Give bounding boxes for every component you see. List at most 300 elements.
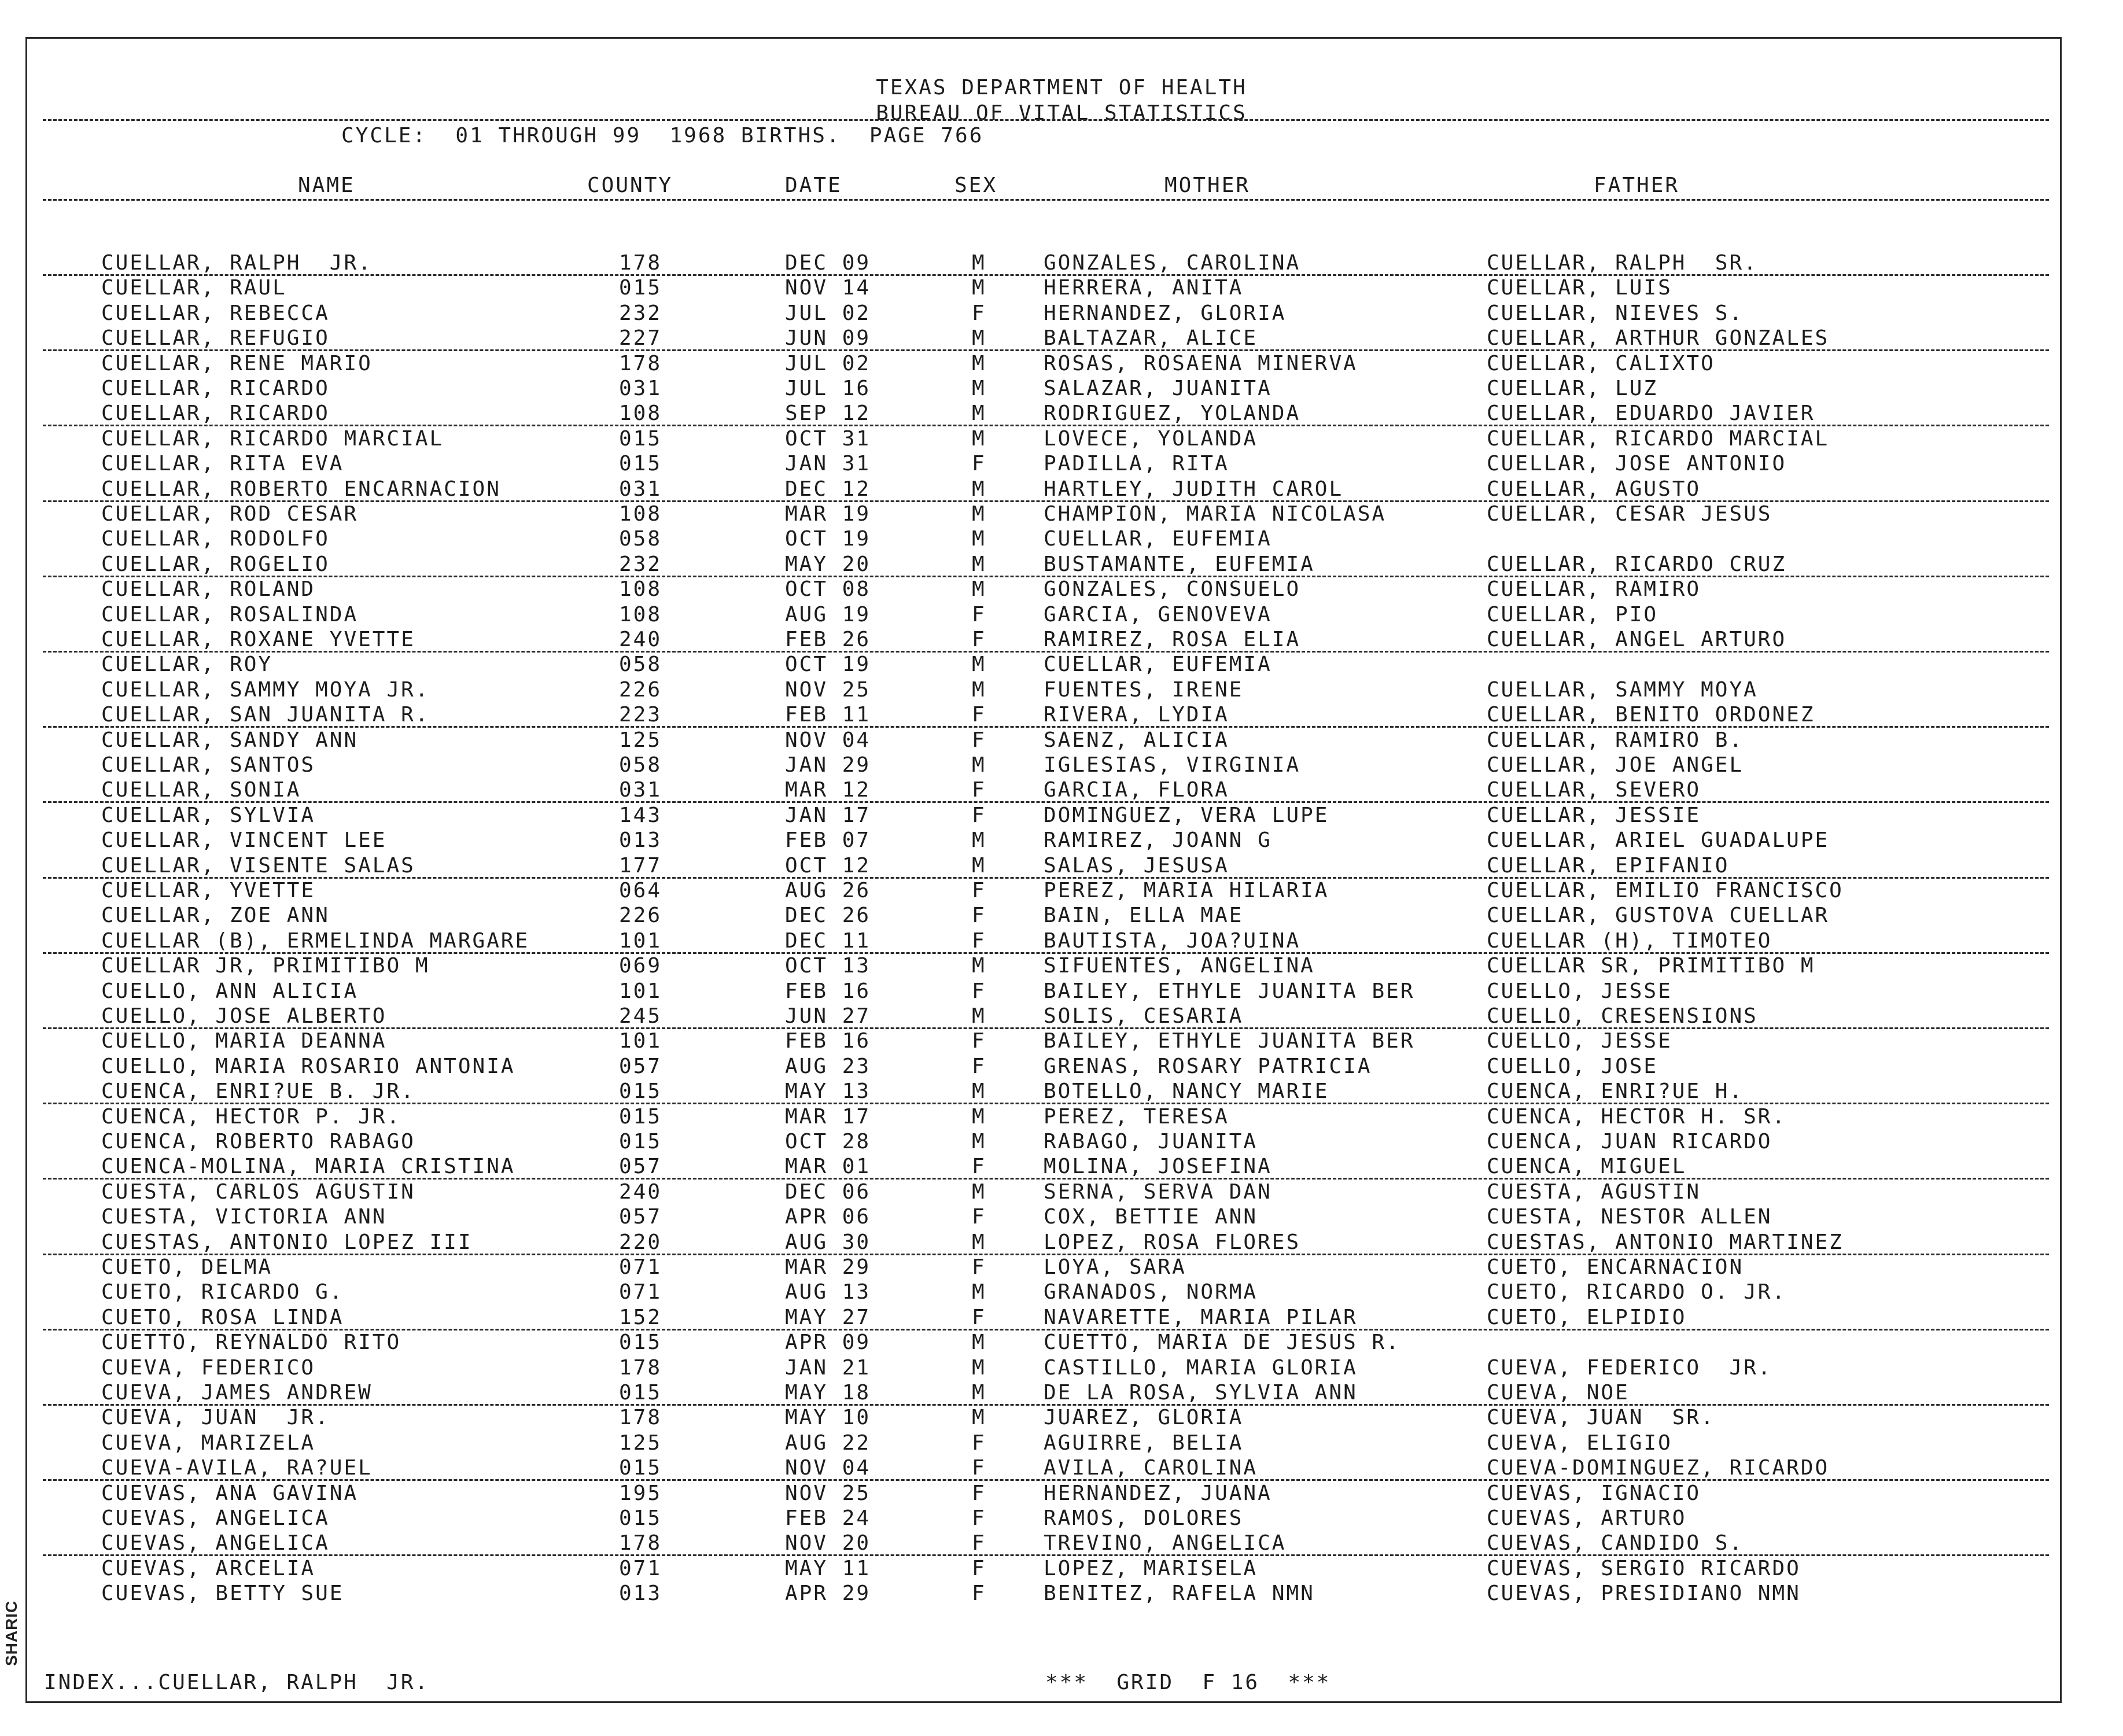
cell-sex: M (972, 527, 986, 551)
cell-father: CUELLAR, EPIFANIO (1487, 853, 1730, 878)
cell-date: DEC 26 (785, 904, 871, 928)
cell-sex: M (972, 377, 986, 400)
table-row (0, 1330, 2123, 1355)
cell-date: DEC 11 (785, 928, 871, 953)
cell-date: MAY 18 (785, 1381, 871, 1405)
cell-county: 071 (619, 1280, 662, 1304)
cell-date: MAY 20 (785, 552, 871, 576)
column-header-father: FATHER (1594, 174, 1680, 197)
cell-date: FEB 26 (785, 628, 871, 651)
cell-name: CUEVAS, ANGELICA (101, 1531, 330, 1556)
table-row (0, 1055, 2123, 1079)
cell-name: CUELLAR, SAN JUANITA R. (101, 703, 430, 727)
bureau-title: BUREAU OF VITAL STATISTICS (876, 101, 1247, 125)
cell-father: CUEVAS, CANDIDO S. (1487, 1531, 1744, 1556)
cell-mother: BAUTISTA, JOA?UINA (1044, 928, 1301, 953)
cell-mother: AGUIRRE, BELIA (1044, 1431, 1244, 1455)
cell-name: CUELLAR, ROSALINDA (101, 602, 359, 626)
cell-name: CUELLAR (B), ERMELINDA MARGARE (101, 928, 530, 953)
table-row (0, 452, 2123, 477)
cell-county: 057 (619, 1205, 662, 1229)
cell-father: CUELLAR, CESAR JESUS (1487, 502, 1772, 526)
table-row (0, 879, 2123, 904)
table-row (0, 1306, 2123, 1330)
cell-name: CUELLAR, RALPH JR. (101, 251, 373, 275)
index-line: INDEX...CUELLAR, RALPH JR. (44, 1671, 430, 1694)
column-header-rule (43, 199, 2049, 201)
cell-date: MAR 17 (785, 1104, 871, 1129)
cell-sex: F (972, 1556, 986, 1580)
cell-county: 108 (619, 602, 662, 626)
cell-date: FEB 16 (785, 979, 871, 1003)
cell-father: CUELLAR, JESSIE (1487, 803, 1701, 827)
column-header-name: NAME (298, 174, 355, 197)
cell-date: JUN 27 (785, 1004, 871, 1028)
table-row (0, 1582, 2123, 1606)
cell-name: CUELLO, ANN ALICIA (101, 979, 359, 1003)
column-header-date: DATE (785, 174, 842, 197)
cell-father: CUELLAR, LUZ (1487, 377, 1658, 400)
cell-mother: HERRERA, ANITA (1044, 276, 1244, 300)
cell-father: CUELLAR, PIO (1487, 602, 1658, 626)
table-row (0, 1381, 2123, 1406)
cell-name: CUENCA, ENRI?UE B. JR. (101, 1079, 415, 1104)
cell-county: 125 (619, 1431, 662, 1455)
cell-father: CUELLAR, AGUSTO (1487, 477, 1701, 501)
cell-father: CUELLAR, GUSTOVA CUELLAR (1487, 904, 1830, 928)
cell-sex: M (972, 954, 986, 978)
cell-date: APR 06 (785, 1205, 871, 1229)
cell-county: 015 (619, 1456, 662, 1480)
cell-sex: M (972, 326, 986, 351)
table-row (0, 1230, 2123, 1255)
cycle-line: CYCLE: 01 THROUGH 99 1968 BIRTHS. PAGE 766 (341, 124, 984, 148)
cell-mother: FUENTES, IRENE (1044, 677, 1244, 702)
cell-county: 058 (619, 527, 662, 551)
cell-date: JUL 02 (785, 301, 871, 325)
cell-date: FEB 07 (785, 828, 871, 853)
cell-father: CUEVA, NOE (1487, 1381, 1630, 1405)
cell-mother: RAMIREZ, JOANN G (1044, 828, 1272, 853)
cell-father: CUELLAR (H), TIMOTEO (1487, 928, 1772, 953)
cell-name: CUESTA, VICTORIA ANN (101, 1205, 387, 1229)
cell-mother: COX, BETTIE ANN (1044, 1205, 1258, 1229)
cell-sex: M (972, 1381, 986, 1405)
cell-mother: CUELLAR, EUFEMIA (1044, 527, 1272, 551)
cell-county: 031 (619, 778, 662, 802)
cell-date: OCT 12 (785, 853, 871, 878)
cell-county: 015 (619, 1506, 662, 1530)
cell-county: 013 (619, 1582, 662, 1606)
cell-name: CUELLAR, SANDY ANN (101, 728, 359, 752)
cell-date: NOV 25 (785, 1481, 871, 1505)
table-row (0, 377, 2123, 401)
cell-sex: M (972, 477, 986, 501)
cell-father: CUELLO, CRESENSIONS (1487, 1004, 1758, 1028)
table-row (0, 301, 2123, 326)
cell-county: 058 (619, 753, 662, 777)
cell-father: CUEVAS, ARTURO (1487, 1506, 1687, 1530)
cell-name: CUENCA-MOLINA, MARIA CRISTINA (101, 1155, 515, 1179)
cell-name: CUELLAR, REBECCA (101, 301, 330, 325)
cell-county: 015 (619, 1104, 662, 1129)
cell-county: 226 (619, 677, 662, 702)
cell-mother: SIFUENTES, ANGELINA (1044, 954, 1315, 978)
table-row (0, 326, 2123, 351)
cell-county: 101 (619, 928, 662, 953)
table-row (0, 527, 2123, 552)
cell-county: 058 (619, 653, 662, 677)
cell-sex: M (972, 1355, 986, 1380)
table-row (0, 502, 2123, 527)
cell-father: CUEVA, FEDERICO JR. (1487, 1355, 1772, 1380)
cell-sex: M (972, 828, 986, 853)
cell-father: CUENCA, JUAN RICARDO (1487, 1130, 1772, 1153)
cell-date: NOV 20 (785, 1531, 871, 1556)
table-row (0, 1356, 2123, 1381)
table-row (0, 1205, 2123, 1230)
cell-father: CUEVA-DOMINGUEZ, RICARDO (1487, 1456, 1830, 1480)
cell-name: CUEVA, MARIZELA (101, 1431, 316, 1455)
cell-father: CUELLAR, RALPH SR. (1487, 251, 1758, 275)
cell-sex: M (972, 1079, 986, 1104)
table-row (0, 804, 2123, 828)
cell-date: OCT 08 (785, 577, 871, 602)
cell-mother: RAMOS, DOLORES (1044, 1506, 1244, 1530)
cell-county: 178 (619, 1355, 662, 1380)
agency-title: TEXAS DEPARTMENT OF HEALTH (876, 76, 1247, 99)
cell-date: FEB 24 (785, 1506, 871, 1530)
table-row (0, 728, 2123, 753)
cell-date: NOV 25 (785, 677, 871, 702)
table-row (0, 678, 2123, 703)
table-row (0, 653, 2123, 677)
cell-name: CUELLAR, SYLVIA (101, 803, 316, 827)
cell-county: 101 (619, 979, 662, 1003)
cell-mother: PEREZ, MARIA HILARIA (1044, 879, 1329, 902)
cell-county: 178 (619, 1531, 662, 1556)
side-mark: SHARIC (2, 1600, 20, 1666)
table-row (0, 828, 2123, 853)
column-header-sex: SEX (954, 174, 998, 197)
cell-name: CUELLAR JR, PRIMITIBO M (101, 954, 430, 978)
cell-sex: M (972, 251, 986, 275)
cell-county: 057 (619, 1155, 662, 1179)
cell-county: 108 (619, 577, 662, 602)
cell-county: 071 (619, 1556, 662, 1580)
cell-sex: M (972, 1180, 986, 1204)
cell-date: SEP 12 (785, 401, 871, 426)
cell-county: 178 (619, 251, 662, 275)
cell-date: MAR 19 (785, 502, 871, 526)
cell-name: CUEVA, JAMES ANDREW (101, 1381, 373, 1405)
cell-county: 220 (619, 1230, 662, 1254)
table-row (0, 753, 2123, 778)
cell-name: CUENCA, ROBERTO RABAGO (101, 1130, 415, 1153)
cell-county: 232 (619, 301, 662, 325)
cell-father: CUETO, ENCARNACION (1487, 1255, 1744, 1279)
table-row (0, 929, 2123, 954)
cell-name: CUESTA, CARLOS AGUSTIN (101, 1180, 415, 1204)
table-row (0, 1431, 2123, 1456)
table-row (0, 1155, 2123, 1180)
cell-father: CUELLAR, RICARDO CRUZ (1487, 552, 1787, 576)
cell-father: CUELLO, JESSE (1487, 1029, 1672, 1053)
table-row (0, 577, 2123, 602)
table-row (0, 276, 2123, 301)
table-row (0, 1280, 2123, 1305)
cell-date: MAR 12 (785, 778, 871, 802)
table-row (0, 1531, 2123, 1556)
cell-date: MAY 13 (785, 1079, 871, 1104)
cell-date: OCT 31 (785, 426, 871, 451)
table-row (0, 904, 2123, 928)
cell-mother: LOYA, SARA (1044, 1255, 1186, 1279)
cell-date: APR 09 (785, 1330, 871, 1355)
cell-date: JAN 29 (785, 753, 871, 777)
cell-sex: F (972, 452, 986, 476)
table-row (0, 628, 2123, 653)
cell-county: 015 (619, 426, 662, 451)
cell-sex: F (972, 979, 986, 1003)
cell-father: CUEVAS, PRESIDIANO NMN (1487, 1582, 1801, 1606)
cell-sex: F (972, 602, 986, 626)
cell-sex: F (972, 1029, 986, 1053)
cell-mother: BENITEZ, RAFELA NMN (1044, 1582, 1315, 1606)
cell-name: CUELLAR, ROLAND (101, 577, 316, 602)
cell-sex: F (972, 778, 986, 802)
table-row (0, 401, 2123, 426)
cell-county: 152 (619, 1305, 662, 1329)
cell-father: CUELLAR, BENITO ORDONEZ (1487, 703, 1815, 727)
cell-county: 223 (619, 703, 662, 727)
cell-mother: RODRIGUEZ, YOLANDA (1044, 401, 1301, 426)
cell-father: CUETO, ELPIDIO (1487, 1305, 1687, 1329)
cell-mother: GRANADOS, NORMA (1044, 1280, 1258, 1304)
cell-sex: F (972, 1255, 986, 1279)
cell-county: 125 (619, 728, 662, 752)
cell-mother: BUSTAMANTE, EUFEMIA (1044, 552, 1315, 576)
cell-date: JAN 21 (785, 1355, 871, 1380)
cell-father: CUELLAR, RAMIRO B. (1487, 728, 1744, 752)
cell-name: CUELLO, JOSE ALBERTO (101, 1004, 387, 1028)
cell-county: 015 (619, 452, 662, 476)
cell-mother: GRENAS, ROSARY PATRICIA (1044, 1054, 1372, 1078)
cell-sex: M (972, 753, 986, 777)
cell-date: DEC 12 (785, 477, 871, 501)
cell-father: CUELLAR, RICARDO MARCIAL (1487, 426, 1830, 451)
cell-sex: F (972, 803, 986, 827)
cell-name: CUENCA, HECTOR P. JR. (101, 1104, 401, 1129)
cell-sex: M (972, 653, 986, 677)
cell-mother: HERNANDEZ, JUANA (1044, 1481, 1272, 1505)
cell-mother: GONZALES, CONSUELO (1044, 577, 1301, 602)
cell-name: CUELLAR, SANTOS (101, 753, 316, 777)
cell-mother: HARTLEY, JUDITH CAROL (1044, 477, 1344, 501)
cell-father: CUELLAR, SAMMY MOYA (1487, 677, 1758, 702)
cell-name: CUELLO, MARIA DEANNA (101, 1029, 387, 1053)
cell-name: CUESTAS, ANTONIO LOPEZ III (101, 1230, 473, 1254)
cell-sex: F (972, 301, 986, 325)
cell-name: CUELLAR, RENE MARIO (101, 351, 373, 375)
cell-date: AUG 19 (785, 602, 871, 626)
cell-sex: F (972, 1305, 986, 1329)
cell-mother: SERNA, SERVA DAN (1044, 1180, 1272, 1204)
cell-name: CUELLAR, VISENTE SALAS (101, 853, 415, 878)
column-header-mother: MOTHER (1164, 174, 1251, 197)
cell-name: CUETTO, REYNALDO RITO (101, 1330, 401, 1355)
cell-date: OCT 13 (785, 954, 871, 978)
cell-date: OCT 19 (785, 653, 871, 677)
cell-date: DEC 09 (785, 251, 871, 275)
cell-county: 245 (619, 1004, 662, 1028)
cell-father: CUESTAS, ANTONIO MARTINEZ (1487, 1230, 1844, 1254)
cell-name: CUELLAR, RICARDO (101, 377, 330, 400)
cell-date: JUL 16 (785, 377, 871, 400)
cell-county: 143 (619, 803, 662, 827)
cell-name: CUELLAR, ZOE ANN (101, 904, 330, 928)
cell-father: CUELLAR, NIEVES S. (1487, 301, 1744, 325)
cell-date: JUN 09 (785, 326, 871, 351)
cell-county: 240 (619, 1180, 662, 1204)
cell-father: CUEVA, JUAN SR. (1487, 1406, 1715, 1430)
cell-mother: BOTELLO, NANCY MARIE (1044, 1079, 1329, 1104)
cell-county: 015 (619, 1079, 662, 1104)
cell-name: CUELLAR, RICARDO (101, 401, 330, 426)
cell-name: CUELLAR, RICARDO MARCIAL (101, 426, 444, 451)
cell-father: CUENCA, ENRI?UE H. (1487, 1079, 1744, 1104)
cell-sex: M (972, 1406, 986, 1430)
cell-name: CUELLAR, RODOLFO (101, 527, 330, 551)
cell-mother: SALAZAR, JUANITA (1044, 377, 1272, 400)
cell-date: AUG 26 (785, 879, 871, 902)
cell-name: CUELLAR, ROY (101, 653, 273, 677)
cell-sex: F (972, 1531, 986, 1556)
cell-sex: M (972, 401, 986, 426)
cell-name: CUELLAR, ROGELIO (101, 552, 330, 576)
cell-mother: NAVARETTE, MARIA PILAR (1044, 1305, 1358, 1329)
cell-sex: M (972, 351, 986, 375)
cell-sex: F (972, 628, 986, 651)
table-row (0, 1456, 2123, 1481)
cell-father: CUELLAR, SEVERO (1487, 778, 1701, 802)
cell-father: CUEVAS, SERGIO RICARDO (1487, 1556, 1801, 1580)
cell-name: CUEVA, FEDERICO (101, 1355, 316, 1380)
cell-mother: IGLESIAS, VIRGINIA (1044, 753, 1301, 777)
cell-mother: BAILEY, ETHYLE JUANITA BER (1044, 1029, 1415, 1053)
cell-county: 195 (619, 1481, 662, 1505)
cell-date: AUG 23 (785, 1054, 871, 1078)
table-row (0, 703, 2123, 728)
cell-sex: F (972, 1582, 986, 1606)
cell-father: CUELLAR, CALIXTO (1487, 351, 1715, 375)
cell-name: CUEVA, JUAN JR. (101, 1406, 330, 1430)
cell-date: JAN 17 (785, 803, 871, 827)
cell-mother: CHAMPION, MARIA NICOLASA (1044, 502, 1387, 526)
cell-mother: RIVERA, LYDIA (1044, 703, 1229, 727)
table-row (0, 603, 2123, 628)
cell-county: 101 (619, 1029, 662, 1053)
cell-name: CUELLAR, RAUL (101, 276, 287, 300)
cell-name: CUELLAR, REFUGIO (101, 326, 330, 351)
cell-county: 015 (619, 1130, 662, 1153)
cell-sex: F (972, 1481, 986, 1505)
cell-name: CUELLAR, ROBERTO ENCARNACION (101, 477, 501, 501)
cell-date: FEB 16 (785, 1029, 871, 1053)
cell-father: CUEVA, ELIGIO (1487, 1431, 1672, 1455)
cell-father: CUENCA, MIGUEL (1487, 1155, 1687, 1179)
cell-county: 232 (619, 552, 662, 576)
cell-sex: F (972, 1205, 986, 1229)
cell-father: CUELLAR, JOE ANGEL (1487, 753, 1744, 777)
table-row (0, 854, 2123, 879)
cell-mother: LOPEZ, ROSA FLORES (1044, 1230, 1301, 1254)
cell-father: CUELLAR, ARTHUR GONZALES (1487, 326, 1830, 351)
cell-name: CUELLAR, VINCENT LEE (101, 828, 387, 853)
cell-sex: F (972, 728, 986, 752)
cell-name: CUETO, DELMA (101, 1255, 273, 1279)
cell-name: CUELLAR, ROD CESAR (101, 502, 359, 526)
cell-county: 064 (619, 879, 662, 902)
cell-mother: BAILEY, ETHYLE JUANITA BER (1044, 979, 1415, 1003)
cell-name: CUETO, ROSA LINDA (101, 1305, 344, 1329)
cell-sex: F (972, 1431, 986, 1455)
cell-name: CUELLAR, ROXANE YVETTE (101, 628, 415, 651)
column-header-county: COUNTY (587, 174, 673, 197)
cell-county: 178 (619, 1406, 662, 1430)
cell-sex: F (972, 904, 986, 928)
cell-father: CUELLAR, JOSE ANTONIO (1487, 452, 1787, 476)
cell-date: NOV 04 (785, 728, 871, 752)
cell-mother: SOLIS, CESARIA (1044, 1004, 1244, 1028)
cell-mother: BALTAZAR, ALICE (1044, 326, 1258, 351)
cell-date: AUG 13 (785, 1280, 871, 1304)
cell-name: CUEVAS, ANA GAVINA (101, 1481, 359, 1505)
cell-sex: F (972, 928, 986, 953)
cell-date: MAR 29 (785, 1255, 871, 1279)
cell-county: 226 (619, 904, 662, 928)
cell-mother: LOVECE, YOLANDA (1044, 426, 1258, 451)
cell-mother: GARCIA, FLORA (1044, 778, 1229, 802)
cell-mother: DE LA ROSA, SYLVIA ANN (1044, 1381, 1358, 1405)
cell-father: CUELLAR, ANGEL ARTURO (1487, 628, 1787, 651)
cell-sex: M (972, 853, 986, 878)
cell-county: 108 (619, 401, 662, 426)
cell-mother: TREVINO, ANGELICA (1044, 1531, 1287, 1556)
cell-name: CUELLAR, RITA EVA (101, 452, 344, 476)
cell-mother: BAIN, ELLA MAE (1044, 904, 1244, 928)
cell-county: 031 (619, 477, 662, 501)
cell-father: CUEVAS, IGNACIO (1487, 1481, 1701, 1505)
cell-county: 069 (619, 954, 662, 978)
cell-date: MAR 01 (785, 1155, 871, 1179)
cell-father: CUESTA, AGUSTIN (1487, 1180, 1701, 1204)
table-row (0, 352, 2123, 377)
header-rule (43, 119, 2049, 121)
cell-mother: GONZALES, CAROLINA (1044, 251, 1301, 275)
cell-date: JAN 31 (785, 452, 871, 476)
cell-sex: M (972, 1330, 986, 1355)
cell-name: CUETO, RICARDO G. (101, 1280, 344, 1304)
cell-father: CUELLO, JESSE (1487, 979, 1672, 1003)
cell-sex: F (972, 1054, 986, 1078)
cell-date: AUG 22 (785, 1431, 871, 1455)
cell-sex: F (972, 1506, 986, 1530)
cell-sex: M (972, 1104, 986, 1129)
cell-mother: CUELLAR, EUFEMIA (1044, 653, 1272, 677)
table-row (0, 1130, 2123, 1155)
cell-father: CUELLO, JOSE (1487, 1054, 1658, 1078)
